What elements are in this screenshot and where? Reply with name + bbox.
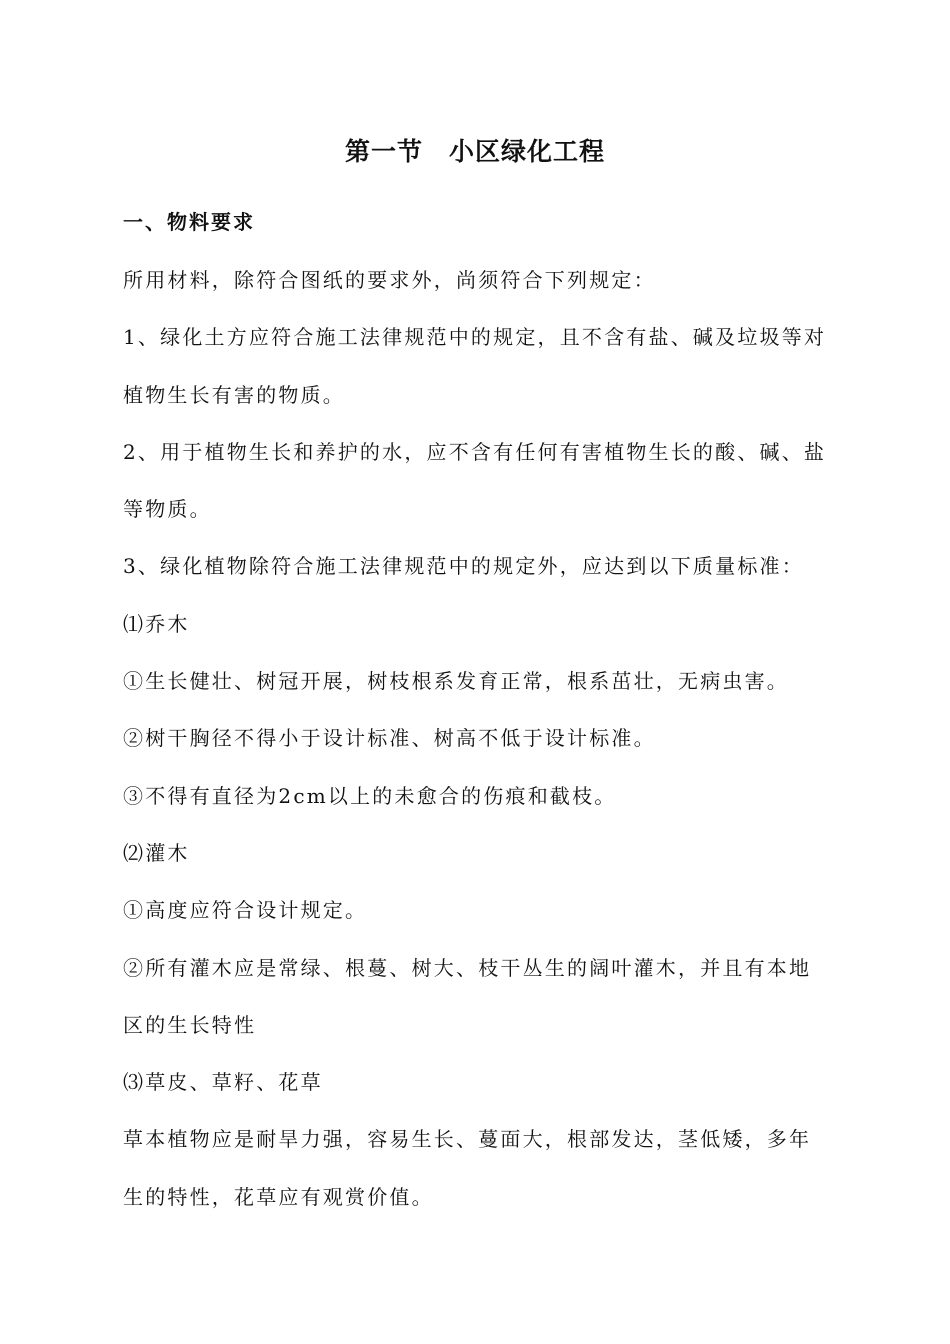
paragraph-item-1-line-1: 1、绿化土方应符合施工法律规范中的规定，且不含有盐、碱及垃圾等对 — [123, 325, 827, 350]
list-item-trees-2: ②树干胸径不得小于设计标准、树高不低于设计标准。 — [123, 726, 656, 751]
paragraph-grass-line-1: 草本植物应是耐旱力强，容易生长、蔓面大，根部发达，茎低矮，多年 — [123, 1127, 812, 1152]
paragraph-grass-line-2: 生的特性，花草应有观赏价值。 — [123, 1184, 434, 1209]
section-heading: 一、物料要求 — [123, 210, 255, 234]
page-title: 第一节 小区绿化工程 — [344, 137, 605, 166]
list-item-trees-3: ③不得有直径为2cm以上的未愈合的伤痕和截枝。 — [123, 783, 617, 808]
subheading-grass: ⑶草皮、草籽、花草 — [123, 1070, 323, 1095]
paragraph-intro: 所用材料，除符合图纸的要求外，尚须符合下列规定： — [123, 268, 656, 292]
list-item-shrubs-2-line-1: ②所有灌木应是常绿、根蔓、树大、枝干丛生的阔叶灌木，并且有本地 — [123, 955, 812, 980]
paragraph-item-2-line-2: 等物质。 — [123, 497, 212, 522]
subheading-trees: ⑴乔木 — [123, 611, 190, 636]
paragraph-item-1-line-2: 植物生长有害的物质。 — [123, 382, 345, 407]
list-item-shrubs-1: ①高度应符合设计规定。 — [123, 898, 368, 923]
list-item-shrubs-2-line-2: 区的生长特性 — [123, 1012, 257, 1037]
subheading-shrubs: ⑵灌木 — [123, 840, 190, 865]
paragraph-item-2-line-1: 2、用于植物生长和养护的水，应不含有任何有害植物生长的酸、碱、盐 — [123, 439, 827, 464]
paragraph-item-3: 3、绿化植物除符合施工法律规范中的规定外，应达到以下质量标准： — [123, 554, 804, 579]
list-item-trees-1: ①生长健壮、树冠开展，树枝根系发育正常，根系茁壮，无病虫害。 — [123, 669, 789, 694]
body-text — [123, 252, 843, 1226]
